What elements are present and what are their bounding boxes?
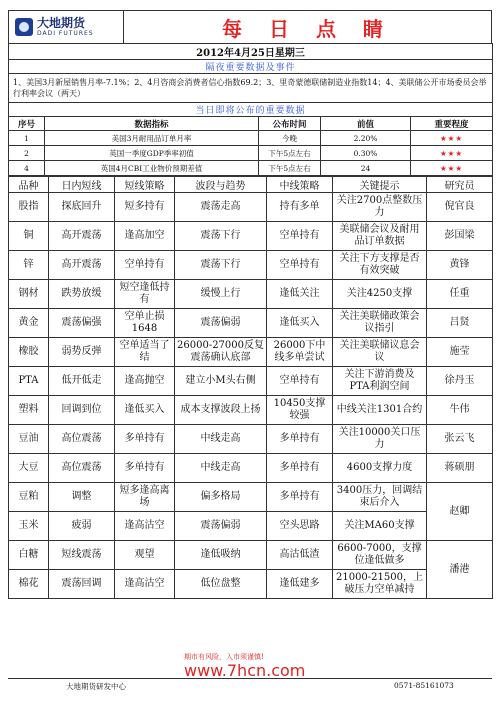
- table-row: [9, 512, 493, 541]
- indicator-header-prev: 前值: [321, 117, 411, 131]
- variety: 大豆: [9, 454, 49, 483]
- header-mid-strategy: 中线策略: [267, 177, 333, 193]
- researcher: 牛伟: [427, 396, 493, 425]
- short-strategy: 空单止损1648: [115, 309, 175, 338]
- indicator-row: [9, 131, 493, 146]
- indicator-name: 英国4月CBI工业物价预期差值: [45, 161, 259, 176]
- mid-strategy: 多单持有: [267, 483, 333, 512]
- key-tip: 关注下方支撑是否有效突破: [333, 251, 427, 280]
- table-row: [9, 251, 493, 280]
- info-table: [8, 43, 493, 176]
- key-tip: 关注2700点整数压力: [333, 193, 427, 222]
- indicator-stars: ★★★: [411, 146, 493, 161]
- wave-trend: 偏多格局: [175, 483, 267, 512]
- wave-trend: 震荡走高: [175, 193, 267, 222]
- mid-strategy: 空头思路: [267, 512, 333, 541]
- short-term: 调整: [49, 483, 115, 512]
- indicator-name: 美国3月耐用品订单月率: [45, 131, 259, 146]
- table-row: [9, 222, 493, 251]
- short-term: 回调到位: [49, 396, 115, 425]
- researcher: 任重: [427, 280, 493, 309]
- indicator-stars: ★★★: [411, 131, 493, 146]
- wave-trend: 震荡下行: [175, 222, 267, 251]
- short-term: 高位震荡: [49, 454, 115, 483]
- short-term: 高开震荡: [49, 251, 115, 280]
- table-row: [9, 367, 493, 396]
- mid-strategy: 逢低买入: [267, 309, 333, 338]
- short-term: 跌势放缓: [49, 280, 115, 309]
- table-row: [9, 541, 493, 570]
- contact-phone: 0571-85161073: [394, 681, 454, 690]
- table-row: [9, 483, 493, 512]
- wave-trend: 缓慢上行: [175, 280, 267, 309]
- variety: 锌: [9, 251, 49, 280]
- short-strategy: 多单持有: [115, 425, 175, 454]
- mid-strategy: 空单持有: [267, 367, 333, 396]
- variety: 塑料: [9, 396, 49, 425]
- short-strategy: 逢高加空: [115, 222, 175, 251]
- key-tip: 中线关注1301合约: [333, 396, 427, 425]
- variety: PTA: [9, 367, 49, 396]
- variety: 玉米: [9, 512, 49, 541]
- researcher: 吕贤: [427, 309, 493, 338]
- report-date: 2012年4月25日星期三: [9, 44, 493, 60]
- table-row: [9, 396, 493, 425]
- table-row: [9, 280, 493, 309]
- indicator-name: 英国一季度GDP季率初值: [45, 146, 259, 161]
- short-strategy: 逢高抛空: [115, 367, 175, 396]
- indicator-header-no: 序号: [9, 117, 45, 131]
- variety: 黄金: [9, 309, 49, 338]
- news-section-title: 隔夜重要数据及事件: [9, 60, 493, 74]
- logo-icon: [15, 18, 33, 36]
- department-name: 大地期货研发中心: [66, 682, 126, 691]
- variety: 豆粕: [9, 483, 49, 512]
- indicator-section-title: 当日即将公布的重要数据: [9, 103, 493, 117]
- variety: 白糖: [9, 541, 49, 570]
- company-logo: [9, 11, 124, 43]
- researcher: 黄锋: [427, 251, 493, 280]
- short-strategy: 短空逢低持有: [115, 280, 175, 309]
- short-strategy: 逢低买入: [115, 396, 175, 425]
- key-tip: 关注美联储政策会议指引: [333, 309, 427, 338]
- researcher: 潘港: [427, 541, 493, 599]
- table-row: [9, 454, 493, 483]
- daily-report: [8, 10, 492, 691]
- mid-strategy: 多单持有: [267, 454, 333, 483]
- report-title: 每 日 点 睛: [222, 16, 393, 41]
- mid-strategy: 空单持有: [267, 251, 333, 280]
- mid-strategy: 26000下中线多单尝试: [267, 338, 333, 367]
- news-text: 1、美国3月新屋销售月率-7.1%；2、4月咨商会消费者信心指数69.2；3、里奇蒙德联储制造业指数14；4、美联储公开市场委员会举行利率会议（两天）: [9, 74, 493, 103]
- short-strategy: 逢高沽空: [115, 512, 175, 541]
- wave-trend: 中线走高: [175, 454, 267, 483]
- wave-trend: 建立小M头右侧: [175, 367, 267, 396]
- table-row: [9, 570, 493, 599]
- table-row: [9, 309, 493, 338]
- key-tip: 3400压力，回调结束后介入: [333, 483, 427, 512]
- researcher: 倪官良: [427, 193, 493, 222]
- researcher: 彭国梁: [427, 222, 493, 251]
- short-term: 震荡回调: [49, 570, 115, 599]
- wave-trend: 震荡偏弱: [175, 309, 267, 338]
- footer-divider: [8, 678, 492, 679]
- short-strategy: 多单持有: [115, 454, 175, 483]
- short-term: 探底回升: [49, 193, 115, 222]
- short-strategy: 空单持有: [115, 251, 175, 280]
- wave-trend: 低位盘整: [175, 570, 267, 599]
- short-strategy: 短多持有: [115, 193, 175, 222]
- wave-trend: 成本支撑波段上扬: [175, 396, 267, 425]
- table-row: [9, 425, 493, 454]
- short-strategy: 空单适当了结: [115, 338, 175, 367]
- short-term: 高位震荡: [49, 425, 115, 454]
- indicator-prev: 0.30%: [321, 146, 411, 161]
- key-tip: 关注美联储议息会议: [333, 338, 427, 367]
- short-term: 高开震荡: [49, 222, 115, 251]
- short-term: 低开低走: [49, 367, 115, 396]
- short-strategy: 观望: [115, 541, 175, 570]
- short-term: 短线震荡: [49, 541, 115, 570]
- indicator-row: [9, 146, 493, 161]
- key-tip: 关注MA60支撑: [333, 512, 427, 541]
- researcher: 蒋硕朋: [427, 454, 493, 483]
- indicator-header-name: 数据指标: [45, 117, 259, 131]
- key-tip: 关注4250支撑: [333, 280, 427, 309]
- indicator-stars: ★★★: [411, 161, 493, 176]
- key-tip: 4600支撑力度: [333, 454, 427, 483]
- indicator-header-importance: 重要程度: [411, 117, 493, 131]
- variety: 橡胶: [9, 338, 49, 367]
- short-term: 震荡偏强: [49, 309, 115, 338]
- risk-warning: 期市有风险，入市须谨慎!: [184, 653, 264, 661]
- header-short-strategy: 短线策略: [115, 177, 175, 193]
- header-short-term: 日内短线: [49, 177, 115, 193]
- key-tip: 美联储会议及耐用品订单数据: [333, 222, 427, 251]
- table-row: [9, 338, 493, 367]
- report-header: [8, 10, 492, 43]
- indicator-time: 今晚: [259, 131, 321, 146]
- mid-strategy: 空单持有: [267, 222, 333, 251]
- key-tip: 21000-21500，上破压力空单减持: [333, 570, 427, 599]
- watermark: www.7hcn.com: [184, 661, 306, 680]
- wave-trend: 中线走高: [175, 425, 267, 454]
- mid-strategy: 10450支撑较强: [267, 396, 333, 425]
- header-key-tips: 关键提示: [333, 177, 427, 193]
- researcher: 施莹: [427, 338, 493, 367]
- strategy-table: [8, 176, 493, 599]
- key-tip: 6600-7000，支撑位逢低做多: [333, 541, 427, 570]
- mid-strategy: 逢低建多: [267, 570, 333, 599]
- variety: 铜: [9, 222, 49, 251]
- variety: 棉花: [9, 570, 49, 599]
- company-name-en: DADI FUTURES: [37, 30, 94, 37]
- indicator-prev: 2.20%: [321, 131, 411, 146]
- researcher: 徐丹玉: [427, 367, 493, 396]
- wave-trend: 震荡下行: [175, 251, 267, 280]
- header-researcher: 研究员: [427, 177, 493, 193]
- indicator-time: 下午5点左右: [259, 161, 321, 176]
- short-term: 弱势反弹: [49, 338, 115, 367]
- mid-strategy: 逢低关注: [267, 280, 333, 309]
- variety: 股指: [9, 193, 49, 222]
- key-tip: 关注10000关口压力: [333, 425, 427, 454]
- indicator-no: 2: [9, 146, 45, 161]
- researcher: 赵卿: [427, 483, 493, 541]
- variety: 豆油: [9, 425, 49, 454]
- header-variety: 品种: [9, 177, 49, 193]
- short-strategy: 短多逢高离场: [115, 483, 175, 512]
- indicator-header-time: 公布时间: [259, 117, 321, 131]
- short-term: 疲弱: [49, 512, 115, 541]
- indicator-row: [9, 161, 493, 176]
- variety: 钢材: [9, 280, 49, 309]
- indicator-no: 1: [9, 131, 45, 146]
- mid-strategy: 多单持有: [267, 425, 333, 454]
- wave-trend: 逢低吸纳: [175, 541, 267, 570]
- table-row: [9, 193, 493, 222]
- wave-trend: 26000-27000反复震荡确认底部: [175, 338, 267, 367]
- mid-strategy: 持有多单: [267, 193, 333, 222]
- header-wave-trend: 波段与趋势: [175, 177, 267, 193]
- mid-strategy: 高沽低渣: [267, 541, 333, 570]
- short-strategy: 逢高沽空: [115, 570, 175, 599]
- key-tip: 关注下游消费及PTA利润空间: [333, 367, 427, 396]
- wave-trend: 震荡偏弱: [175, 512, 267, 541]
- indicator-prev: 24: [321, 161, 411, 176]
- researcher: 张云飞: [427, 425, 493, 454]
- indicator-time: 下午5点左右: [259, 146, 321, 161]
- indicator-no: 4: [9, 161, 45, 176]
- company-name-cn: 大地期货: [37, 16, 86, 30]
- report-footer: [8, 644, 492, 698]
